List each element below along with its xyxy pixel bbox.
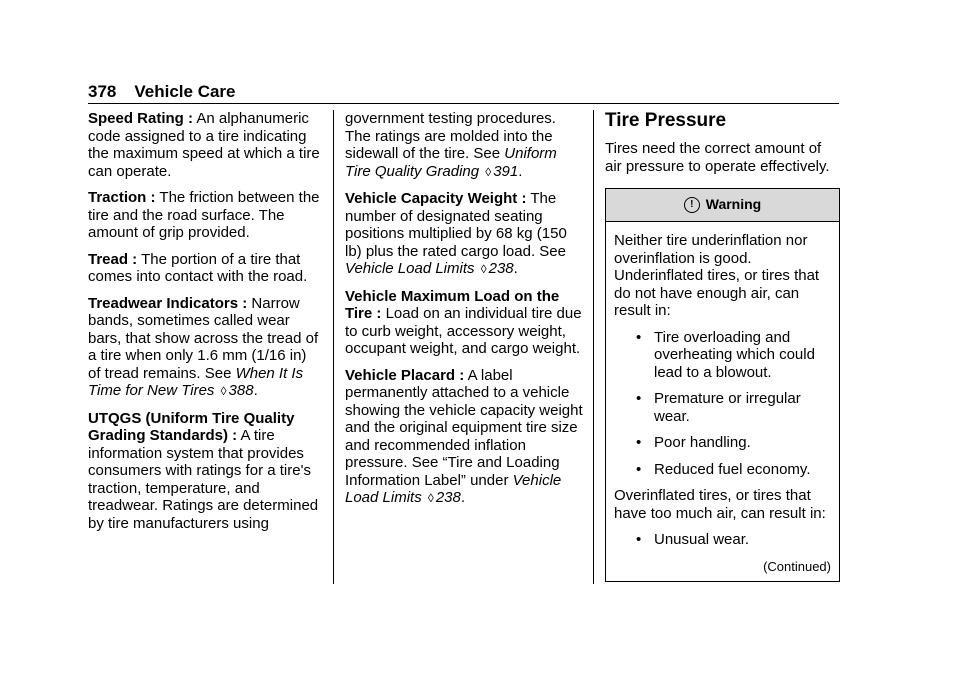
- intro-paragraph: Tires need the correct amount of air pressure to operate effectively.: [605, 140, 830, 175]
- page-reference-arrow-icon: ◊: [480, 262, 487, 276]
- definition-tread: [88, 251, 323, 286]
- term: Vehicle Capacity Weight :: [345, 190, 527, 207]
- definition-capacity-weight: [345, 190, 583, 279]
- page-reference-arrow-icon: ◊: [220, 384, 227, 398]
- list-item-text: Poor handling.: [654, 434, 751, 451]
- cross-reference-link[interactable]: Vehicle Load Limits: [345, 260, 475, 277]
- bullet-dot-icon: •: [636, 531, 642, 548]
- definition-text: An alphanumeric code assigned to a tire indicating the maximum speed at which a tire can operate.: [88, 110, 320, 180]
- term: Treadwear Indicators :: [88, 294, 248, 312]
- punctuation: .: [513, 260, 518, 277]
- column-divider: [593, 110, 594, 584]
- continued-note: (Continued): [763, 558, 831, 574]
- definition-treadwear: [88, 295, 323, 401]
- warning-symbol-icon: !: [684, 197, 700, 213]
- definition-text: A label permanently attached to a vehicle showing the vehicle capacity weight and the original equipment tire size and recommended inflation pressure. See “Tire and Loading Information Label” under: [345, 366, 583, 489]
- column-right: [605, 110, 840, 582]
- punctuation: .: [253, 382, 258, 399]
- header-rule: [88, 103, 839, 104]
- page-reference[interactable]: 238: [435, 489, 461, 506]
- column-divider: [333, 110, 334, 584]
- punctuation: .: [518, 162, 523, 180]
- cross-reference-link[interactable]: Vehicle Load Limits: [345, 471, 562, 506]
- list-item-text: Tire overloading and overheating which could lead to a blowout.: [654, 328, 815, 381]
- definition-text: Narrow bands, sometimes called wear bars, that show across the tread of a tire when only 1.6 mm (1/16 in) of tread remains. See: [88, 294, 319, 382]
- cross-reference-link[interactable]: Uniform Tire Quality Grading: [345, 145, 557, 180]
- list-item-text: Premature or irregular wear.: [654, 390, 801, 425]
- column-middle: [345, 110, 583, 517]
- definition-text: A tire information system that provides consumers with ratings for a tire's traction, temperature, and treadwear. Ratings are determined by tire manufacturers using: [88, 427, 319, 532]
- warning-header: [606, 189, 839, 222]
- page-number: 378: [88, 82, 117, 101]
- bullet-dot-icon: •: [636, 460, 642, 478]
- warning-paragraph: Neither tire underinflation nor overinflation is good. Underinflated tires, or tires that do not have enough air, can result in:: [614, 232, 820, 319]
- definition-max-load: [345, 288, 583, 358]
- bullet-dot-icon: •: [636, 390, 642, 407]
- page-reference-arrow-icon: ◊: [427, 491, 434, 505]
- definition-utqgs: [88, 410, 323, 533]
- definition-text: The friction between the tire and the road surface. The amount of grip provided.: [88, 189, 320, 241]
- list-item-text: Unusual wear.: [654, 531, 750, 548]
- list-item: [636, 329, 831, 382]
- definition-text: The portion of a tire that comes into contact with the road.: [88, 250, 308, 285]
- page-reference[interactable]: 388: [228, 382, 254, 399]
- section-heading: Tire Pressure: [605, 110, 727, 131]
- page-reference[interactable]: 238: [488, 260, 514, 277]
- list-item-text: Reduced fuel economy.: [654, 460, 811, 478]
- list-item: [636, 531, 831, 549]
- bullet-dot-icon: •: [636, 328, 642, 346]
- warning-body: [606, 222, 839, 581]
- page-header: [88, 82, 236, 102]
- term: UTQGS (Uniform Tire Quality Grading Standards) :: [88, 409, 295, 444]
- punctuation: .: [460, 489, 466, 506]
- definition-speed-rating: [88, 110, 323, 180]
- section-title: Vehicle Care: [134, 82, 236, 101]
- bullet-dot-icon: •: [636, 434, 642, 451]
- warning-box: [605, 188, 840, 582]
- list-item: [636, 390, 831, 425]
- warning-title: Warning: [705, 196, 762, 213]
- definition-traction: [88, 189, 323, 242]
- term: Tread :: [88, 250, 138, 268]
- definition-placard: [345, 367, 583, 508]
- term: Vehicle Maximum Load on the Tire :: [345, 287, 560, 322]
- term: Traction :: [88, 189, 156, 206]
- definition-utqgs-continued: [345, 110, 583, 181]
- definition-text: The number of designated seating positions multiplied by 68 kg (150 lb) plus the rated cargo load. See: [345, 190, 567, 260]
- cross-reference-link[interactable]: When It Is Time for New Tires: [88, 364, 304, 399]
- column-left: [88, 110, 323, 541]
- term: Vehicle Placard :: [345, 366, 465, 384]
- list-item: [636, 434, 831, 452]
- definition-text: government testing procedures. The ratings are molded into the sidewall of the tire. See: [345, 110, 556, 162]
- list-item: [636, 461, 831, 479]
- warning-paragraph: Overinflated tires, or tires that have too much air, can result in:: [614, 487, 826, 522]
- term: Speed Rating :: [88, 110, 194, 127]
- definition-text: Load on an individual tire due to curb weight, accessory weight, occupant weight, and cargo weight.: [345, 305, 582, 357]
- page-reference[interactable]: 391: [493, 162, 519, 180]
- page-reference-arrow-icon: ◊: [485, 164, 492, 179]
